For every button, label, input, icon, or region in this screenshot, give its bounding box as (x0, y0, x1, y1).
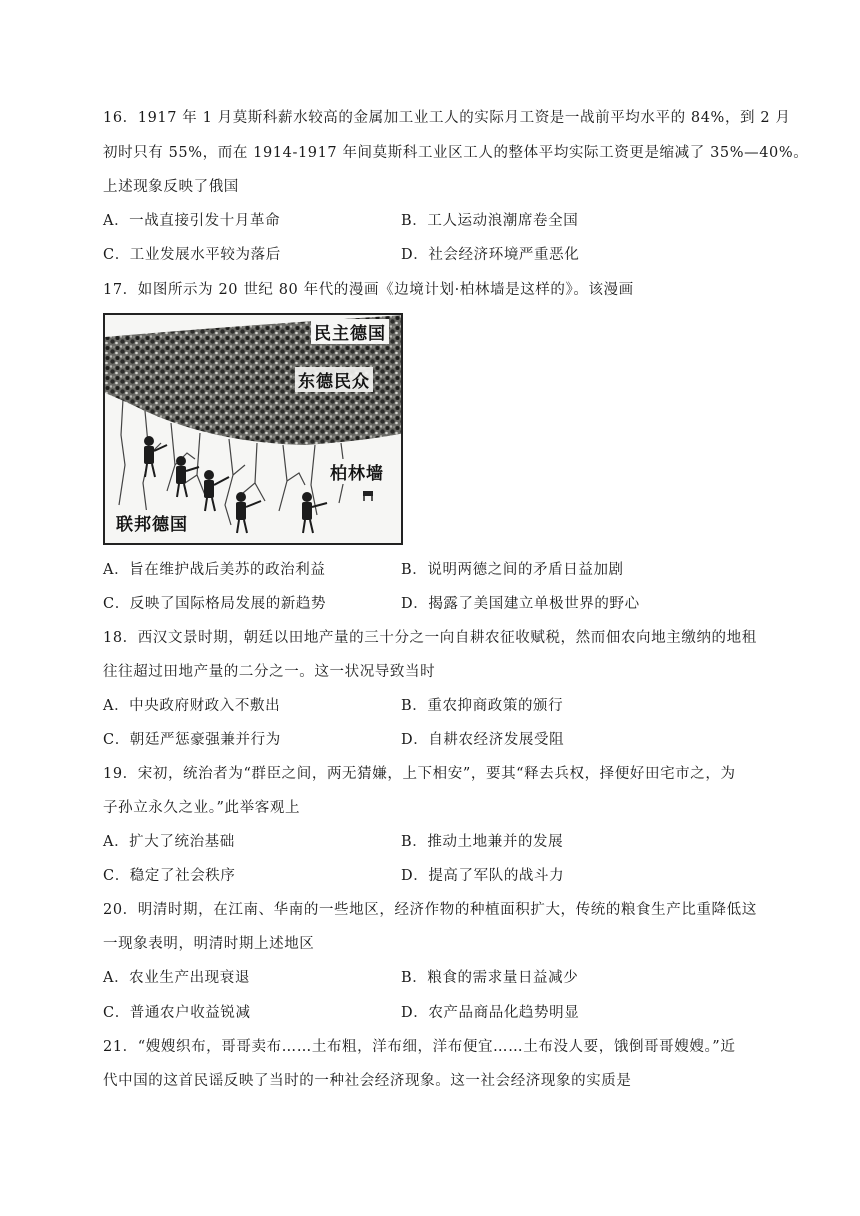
question-text-line: 往往超过田地产量的二分之一。这一状况导致当时 (103, 664, 436, 680)
question-text-line: 18．西汉文景时期，朝廷以田地产量的三十分之一向自耕农征收赋税，然而佃农向地主缴纳的地租 (103, 630, 757, 646)
option-a[interactable]: A．旨在维护战后美苏的政治利益 (103, 562, 326, 578)
question-text-line: 一现象表明，明清时期上述地区 (103, 936, 315, 952)
question-text-line: 16．1917 年 1 月莫斯科薪水较高的金属加工业工人的实际月工资是一战前平均水平的 84%，到 2 月 (103, 110, 791, 126)
option-a[interactable]: A．农业生产出现衰退 (103, 970, 250, 986)
option-d[interactable]: D．社会经济环境严重恶化 (401, 247, 580, 263)
question-text-line: 上述现象反映了俄国 (103, 179, 239, 195)
question-text-line: 17．如图所示为 20 世纪 80 年代的漫画《边境计划·柏林墙是这样的》。该漫画 (103, 282, 634, 298)
option-c[interactable]: C．普通农户收益锐减 (103, 1005, 251, 1021)
option-b[interactable]: B．说明两德之间的矛盾日益加剧 (401, 562, 624, 578)
option-b[interactable]: B．推动土地兼并的发展 (401, 834, 564, 850)
option-d[interactable]: D．农产品商品化趋势明显 (401, 1005, 580, 1021)
question-text-line: 21．“嫂嫂织布，哥哥卖布……土布粗，洋布细，洋布便宜……土布没人要，饿倒哥哥嫂嫂。”近 (103, 1039, 736, 1055)
question-text-line: 子孙立永久之业。”此举客观上 (103, 800, 301, 816)
small-dog (363, 491, 373, 501)
label-berlin-wall: 柏林墙 (327, 459, 387, 484)
option-c[interactable]: C．反映了国际格局发展的新趋势 (103, 596, 327, 612)
option-c[interactable]: C．朝廷严惩豪强兼并行为 (103, 732, 281, 748)
question-text-line: 19．宋初，统治者为“群臣之间，两无猜嫌，上下相安”，要其“释去兵权，择便好田宅市之，为 (103, 766, 736, 782)
option-c[interactable]: C．工业发展水平较为落后 (103, 247, 281, 263)
option-d[interactable]: D．自耕农经济发展受阻 (401, 732, 565, 748)
label-west-germany: 联邦德国 (113, 510, 191, 535)
label-east-germany: 民主德国 (311, 319, 389, 344)
option-c[interactable]: C．稳定了社会秩序 (103, 868, 236, 884)
option-d[interactable]: D．揭露了美国建立单极世界的野心 (401, 596, 640, 612)
question-text-line: 20．明清时期，在江南、华南的一些地区，经济作物的种植面积扩大，传统的粮食生产比重降低这 (103, 902, 757, 918)
option-a[interactable]: A．一战直接引发十月革命 (103, 213, 281, 229)
option-d[interactable]: D．提高了军队的战斗力 (401, 868, 565, 884)
label-east-german-people: 东德民众 (295, 367, 373, 392)
question-text-line: 初时只有 55%，而在 1914-1917 年间莫斯科工业区工人的整体平均实际工资更是缩减了 35%—40%。 (103, 145, 809, 161)
question-text-line: 代中国的这首民谣反映了当时的一种社会经济现象。这一社会经济现象的实质是 (103, 1073, 632, 1089)
option-a[interactable]: A．中央政府财政入不敷出 (103, 698, 281, 714)
option-a[interactable]: A．扩大了统治基础 (103, 834, 235, 850)
option-b[interactable]: B．粮食的需求量日益减少 (401, 970, 579, 986)
berlin-wall-cartoon (103, 313, 403, 545)
option-b[interactable]: B．工人运动浪潮席卷全国 (401, 213, 579, 229)
option-b[interactable]: B．重农抑商政策的颁行 (401, 698, 564, 714)
